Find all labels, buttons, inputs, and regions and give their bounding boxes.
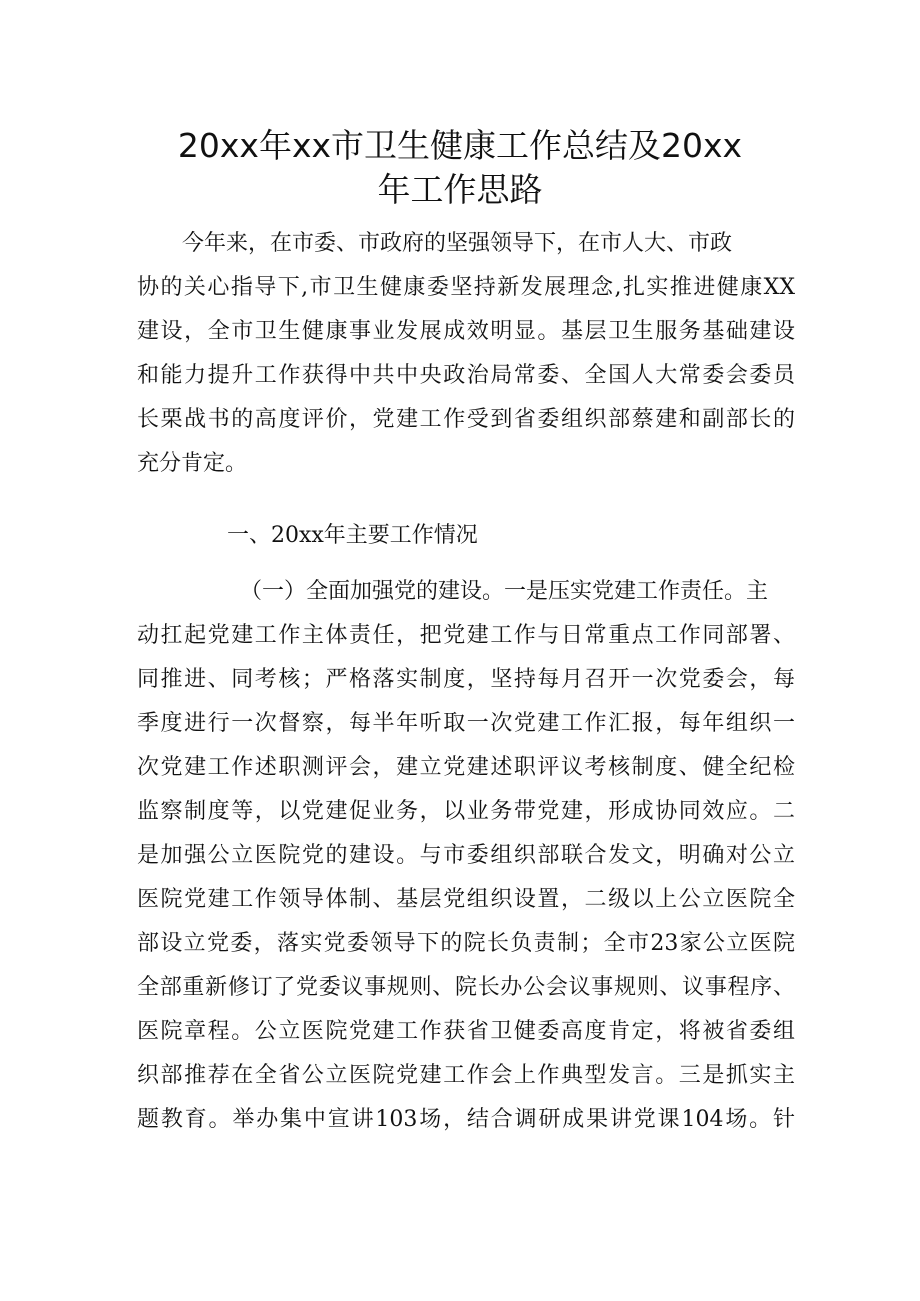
body-line-8: （一）全面加强党的建设。一是压实党建工作责任。主 — [240, 579, 769, 604]
body-line-1: 今年来，在市委、市政府的坚强领导下，在市人大、市政 — [182, 231, 733, 256]
document-title-line-1: 20xx年xx市卫生健康工作总结及20xx — [177, 126, 743, 165]
body-line-19: 织部推荐在全省公立医院党建工作会上作典型发言。三是抓实主 — [137, 1063, 795, 1088]
body-line-16: 部设立党委，落实党委领导下的院长负责制；全市23家公立医院 — [137, 931, 795, 956]
body-line-20: 题教育。举办集中宣讲103场，结合调研成果讲党课104场。针 — [137, 1107, 795, 1132]
body-line-14: 是加强公立医院党的建设。与市委组织部联合发文，明确对公立 — [137, 843, 795, 868]
body-line-15: 医院党建工作领导体制、基层党组织设置，二级以上公立医院全 — [137, 887, 795, 912]
body-line-18: 医院章程。公立医院党建工作获省卫健委高度肯定，将被省委组 — [137, 1019, 795, 1044]
section-heading: 一、20xx年主要工作情况 — [227, 523, 478, 548]
document-title-line-2: 年工作思路 — [377, 170, 543, 209]
body-line-6: 充分肯定。 — [137, 451, 248, 476]
body-line-3: 建设，全市卫生健康事业发展成效明显。基层卫生服务基础建设 — [137, 319, 795, 344]
body-line-5: 长栗战书的高度评价，党建工作受到省委组织部蔡建和副部长的 — [137, 407, 795, 432]
body-line-17: 全部重新修订了党委议事规则、院长办公会议事规则、议事程序、 — [137, 975, 795, 1000]
body-line-10: 同推进、同考核；严格落实制度，坚持每月召开一次党委会，每 — [137, 667, 795, 692]
body-line-4: 和能力提升工作获得中共中央政治局常委、全国人大常委会委员 — [137, 363, 795, 388]
body-line-13: 监察制度等，以党建促业务，以业务带党建，形成协同效应。二 — [137, 799, 795, 824]
body-line-12: 次党建工作述职测评会，建立党建述职评议考核制度、健全纪检 — [137, 755, 795, 780]
body-line-2: 协的关心指导下,市卫生健康委坚持新发展理念,扎实推进健康XX — [137, 275, 795, 300]
body-line-11: 季度进行一次督察，每半年听取一次党建工作汇报，每年组织一 — [137, 711, 795, 736]
body-line-9: 动扛起党建工作主体责任，把党建工作与日常重点工作同部署、 — [137, 623, 795, 648]
